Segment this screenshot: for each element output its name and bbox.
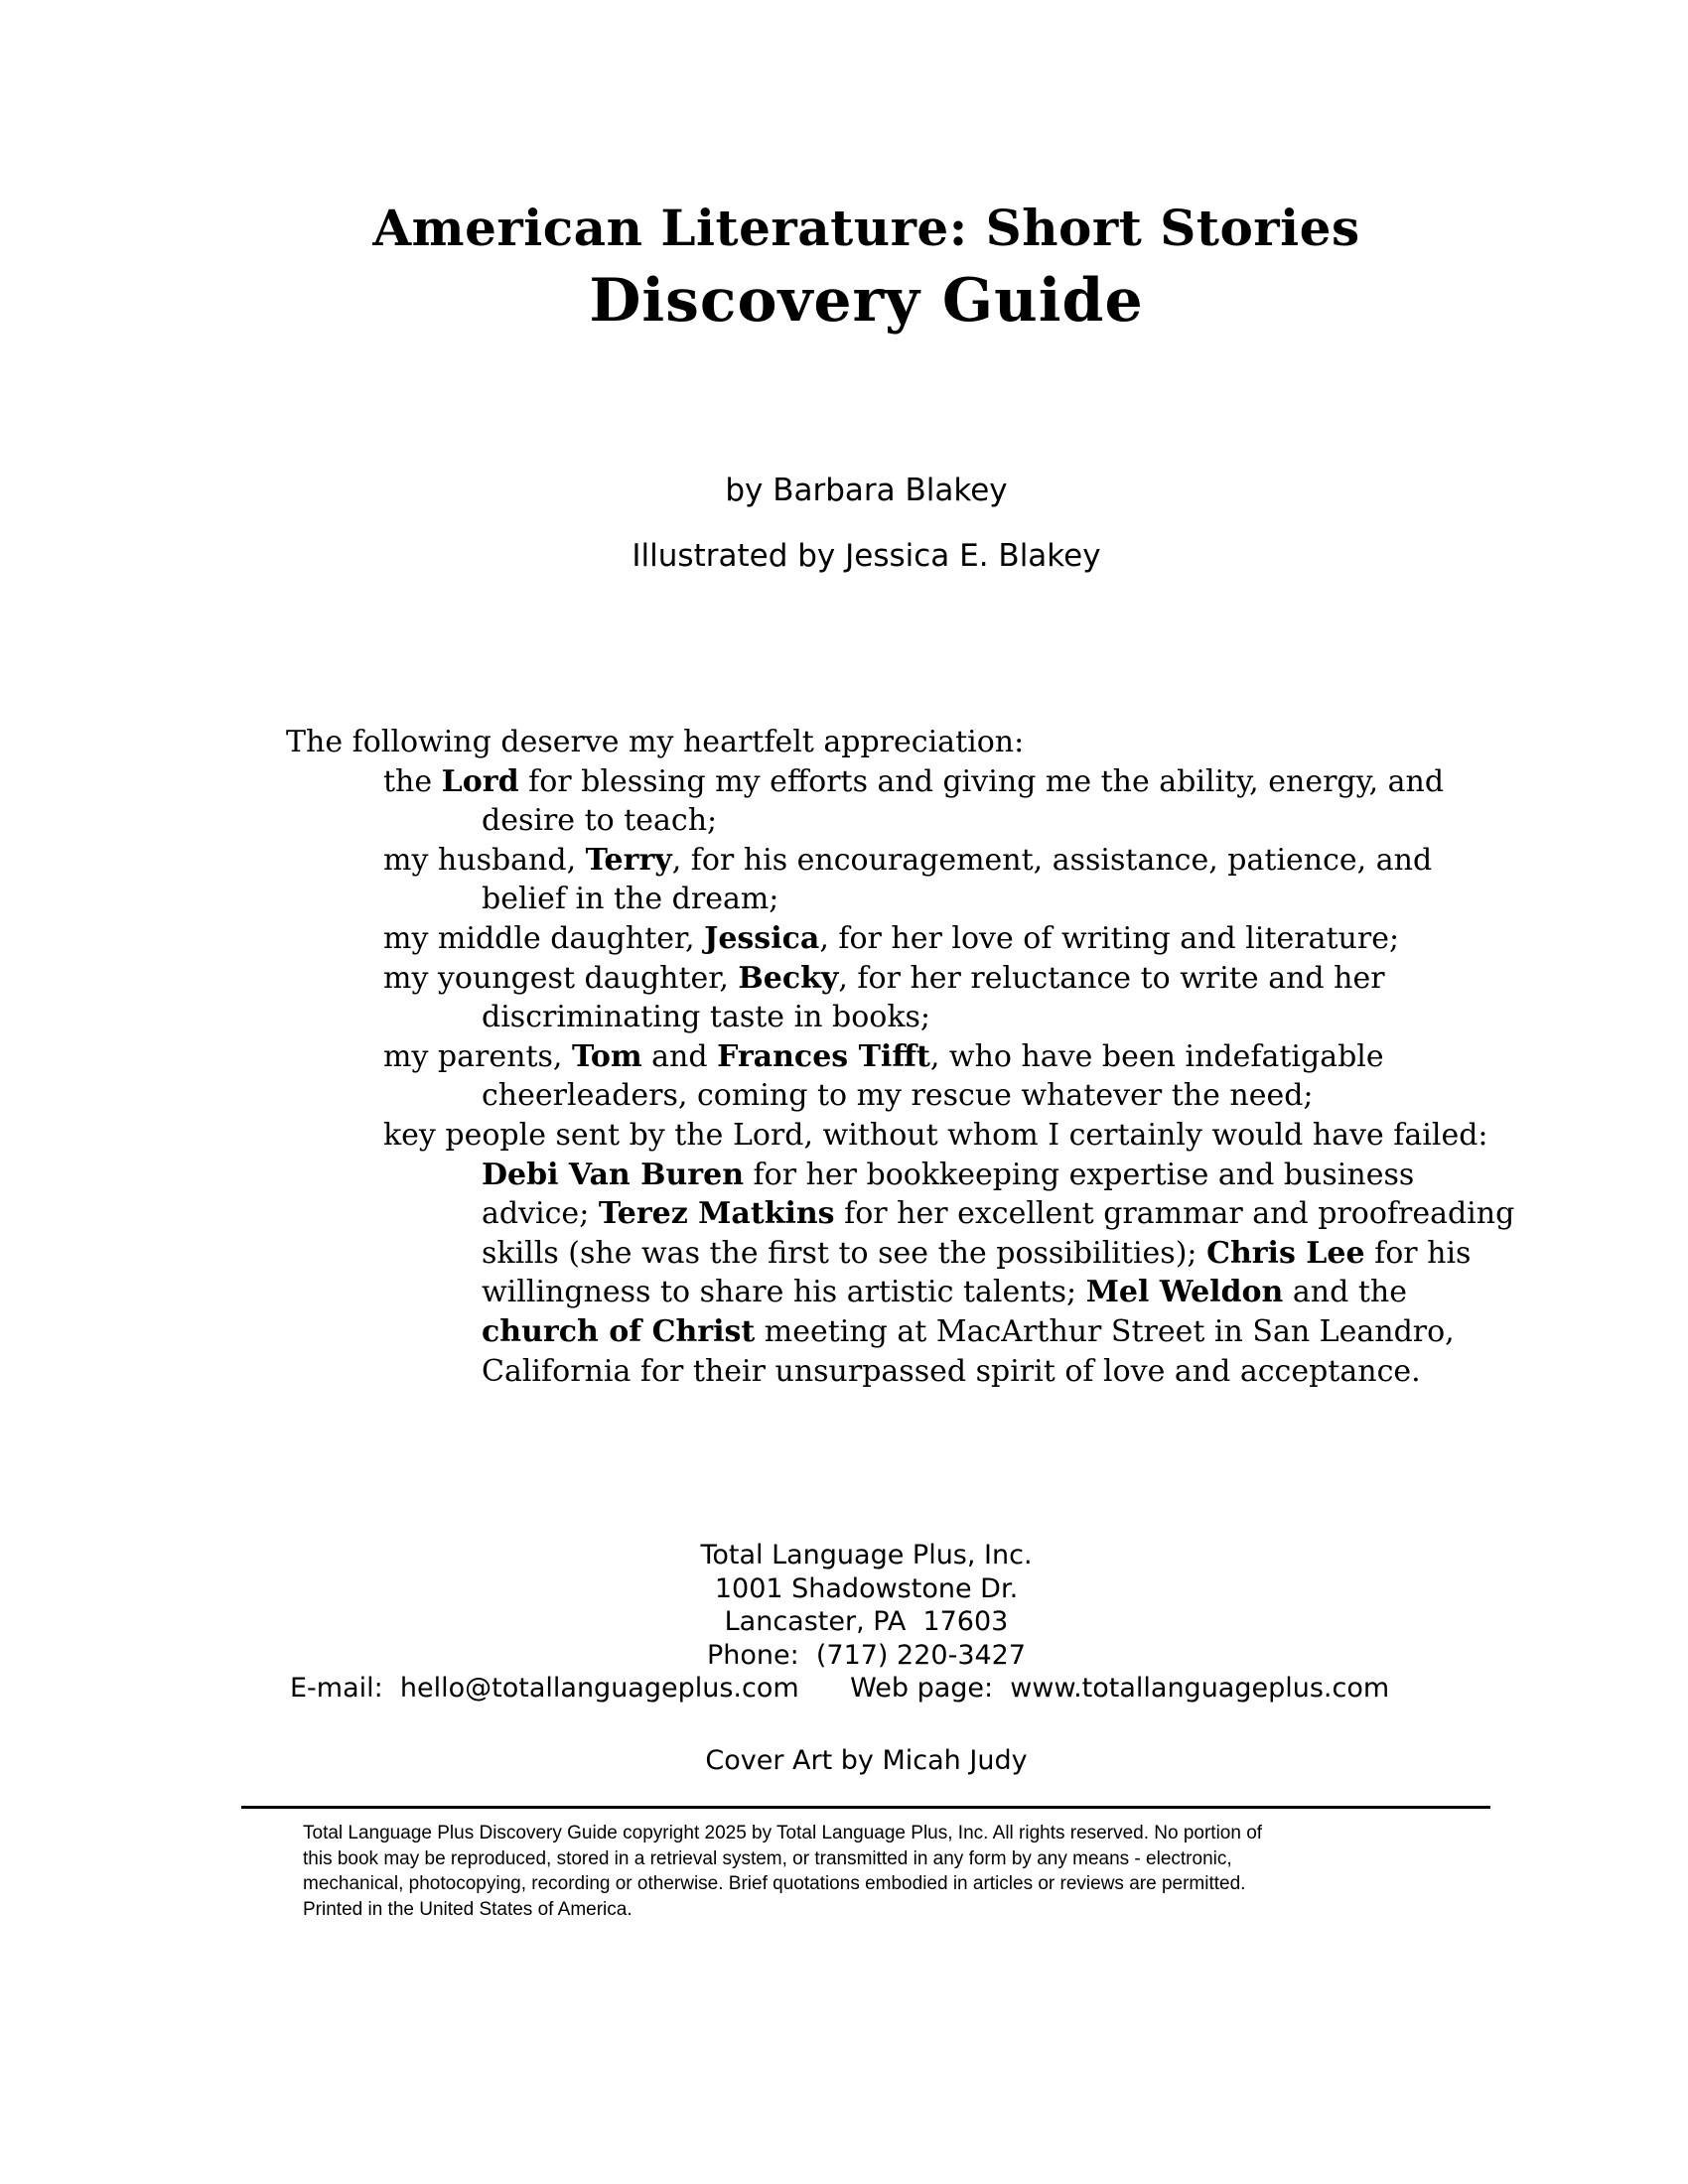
divider-rule bbox=[241, 1806, 1490, 1809]
ack-youngest-daughter bbox=[286, 959, 1517, 1037]
ack-text: my parents, bbox=[383, 1038, 572, 1074]
book-title: American Literature: Short Stories bbox=[372, 199, 1360, 257]
copyright-line: Printed in the United States of America. bbox=[303, 1898, 633, 1920]
author-line: by Barbara Blakey bbox=[725, 473, 1008, 508]
ack-text: , for his encouragement, assistance, patience, and belief in the dream; bbox=[482, 842, 1433, 917]
ack-text: , who have been indefatigable cheerleaders, coming to my rescue whatever the need; bbox=[482, 1038, 1384, 1114]
publisher-street: 1001 Shadowstone Dr. bbox=[714, 1572, 1019, 1604]
publisher-phone: Phone: (717) 220-3427 bbox=[706, 1639, 1027, 1671]
illustrator-line: Illustrated by Jessica E. Blakey bbox=[632, 538, 1101, 574]
ack-text: the bbox=[383, 763, 442, 799]
ack-text: , for her love of writing and literature; bbox=[819, 920, 1400, 956]
ack-name: Chris Lee bbox=[1206, 1235, 1365, 1271]
ack-text: for her excellent grammar and proofreading skills (she was the first to see the possibilities); bbox=[482, 1196, 1515, 1271]
ack-name: Becky bbox=[738, 960, 839, 996]
ack-name: Frances Tifft bbox=[717, 1038, 930, 1074]
ack-text: for blessing my efforts and giving me the ability, energy, and desire to teach; bbox=[482, 763, 1445, 839]
publisher-address bbox=[0, 1539, 1688, 1672]
ack-name: Lord bbox=[441, 763, 519, 799]
ack-text: and bbox=[641, 1038, 718, 1074]
publisher-email-web: E-mail: hello@totallanguageplus.com Web page: www.totallanguageplus.com bbox=[290, 1673, 1390, 1704]
ack-text: and the bbox=[1283, 1275, 1407, 1310]
acknowledgments bbox=[286, 723, 1517, 1391]
cover-art-credit: Cover Art by Micah Judy bbox=[705, 1745, 1028, 1776]
ack-text: , for her reluctance to write and her discriminating taste in books; bbox=[482, 960, 1385, 1035]
ack-text: for her bookkeeping expertise and business advice; bbox=[482, 1157, 1415, 1232]
ack-name: Debi Van Buren bbox=[482, 1157, 745, 1192]
copyright-line: this book may be reproduced, stored in a retrieval system, or transmitted in any form by any means - electronic, bbox=[303, 1847, 1232, 1869]
ack-name: Jessica bbox=[704, 920, 820, 956]
ack-name: Terry bbox=[585, 842, 672, 878]
copyright-line: mechanical, photocopying, recording or otherwise. Brief quotations embodied in articles or reviews are permitted. bbox=[303, 1873, 1246, 1894]
ack-text: my husband, bbox=[383, 842, 586, 878]
publisher-city: Lancaster, PA 17603 bbox=[724, 1606, 1009, 1637]
ack-husband bbox=[286, 841, 1517, 919]
book-subtitle: Discovery Guide bbox=[589, 266, 1144, 336]
ack-name: Tom bbox=[571, 1038, 642, 1074]
ack-name: Mel Weldon bbox=[1085, 1275, 1284, 1310]
ack-middle-daughter bbox=[286, 919, 1517, 959]
ack-text: my middle daughter, bbox=[383, 920, 705, 956]
ack-parents bbox=[286, 1037, 1517, 1116]
ack-text: my youngest daughter, bbox=[383, 960, 739, 996]
acknowledgments-intro: The following deserve my heartfelt appreciation: bbox=[286, 725, 1025, 759]
ack-text: for his willingness to share his artistic talents; bbox=[482, 1235, 1472, 1310]
copyright-notice bbox=[303, 1821, 1455, 1922]
publisher-name: Total Language Plus, Inc. bbox=[700, 1540, 1033, 1570]
ack-key-people: key people sent by the Lord, without whom I certainly would have failed: bbox=[383, 1117, 1488, 1153]
ack-others bbox=[286, 1156, 1517, 1392]
ack-name: church of Christ bbox=[482, 1313, 756, 1349]
ack-name: Terez Matkins bbox=[598, 1196, 835, 1232]
ack-lord bbox=[286, 762, 1517, 841]
ack-text: meeting at MacArthur Street in San Leandro, California for their unsurpassed spirit of love and acceptance. bbox=[482, 1313, 1455, 1389]
copyright-line: Total Language Plus Discovery Guide copyright 2025 by Total Language Plus, Inc. All rights reserved. No portion of bbox=[303, 1823, 1263, 1843]
